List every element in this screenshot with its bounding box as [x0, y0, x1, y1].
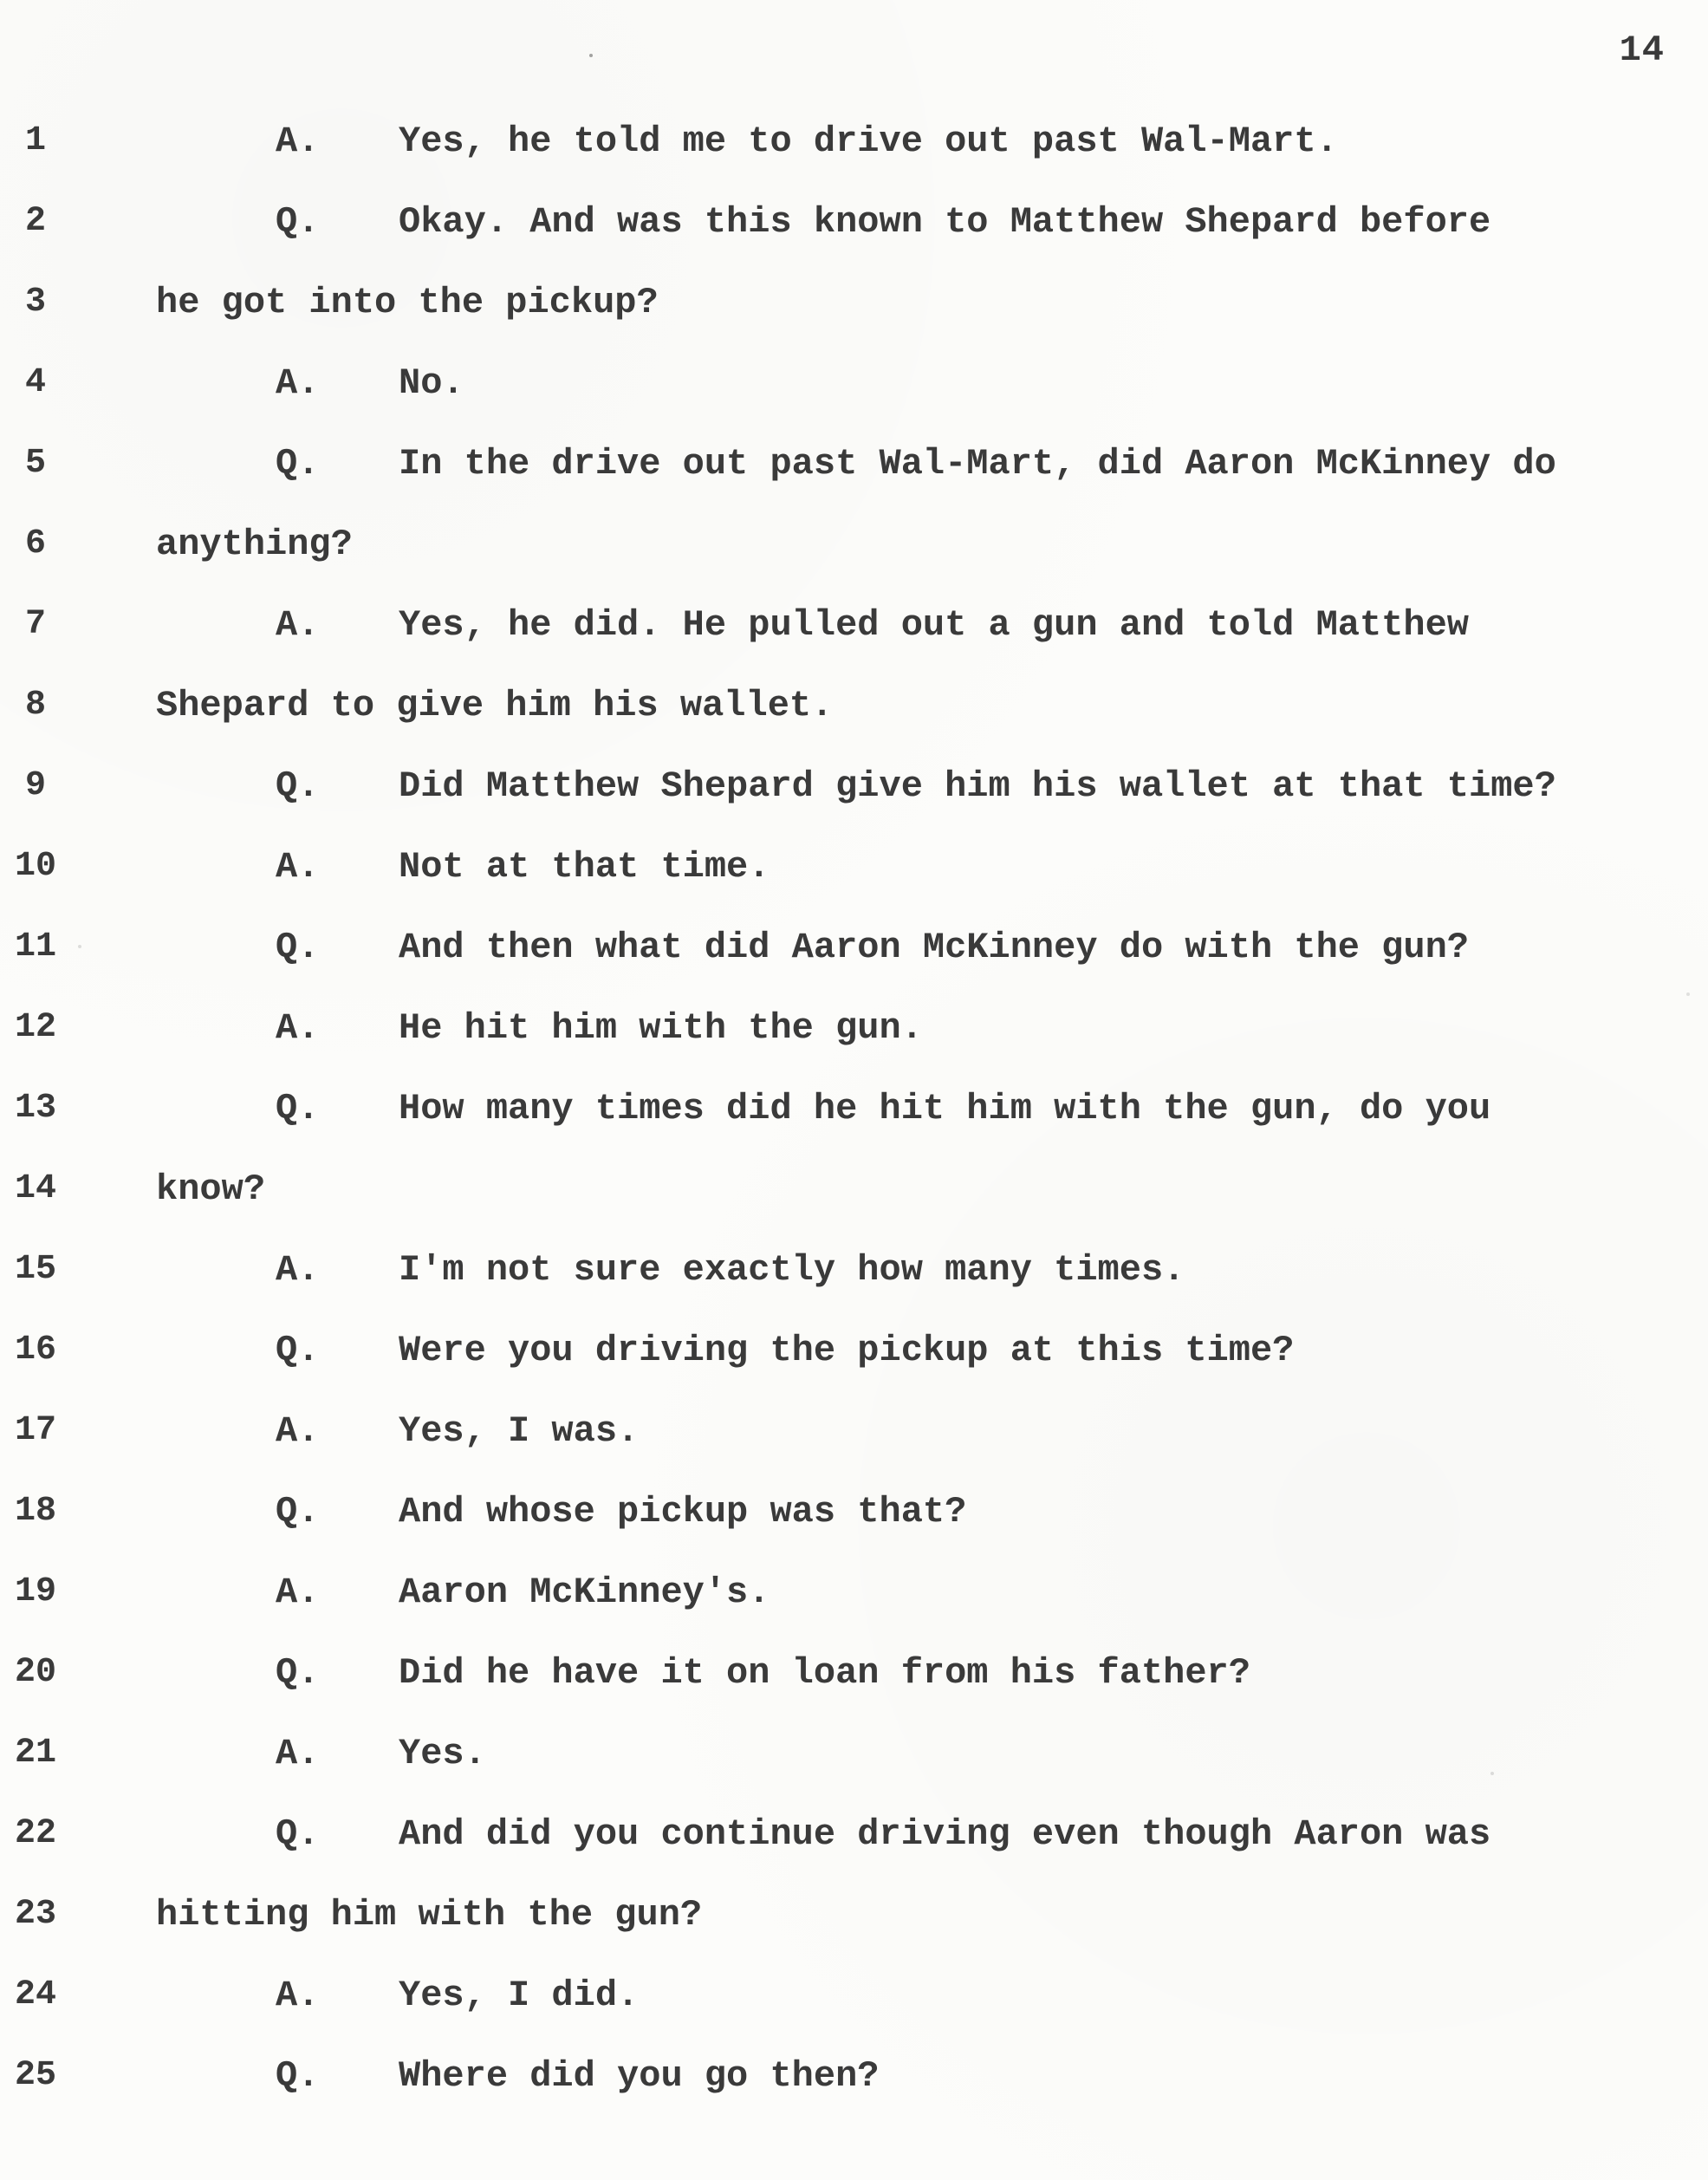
transcript-line — [0, 1565, 1708, 1620]
transcript-line — [0, 1403, 1708, 1459]
line-number: 19 — [14, 1572, 56, 1611]
line-text: Shepard to give him his wallet. — [156, 685, 834, 726]
transcript-line — [0, 1968, 1708, 2023]
line-text: Yes. — [399, 1733, 486, 1774]
transcript-line — [0, 517, 1708, 572]
line-number: 14 — [14, 1169, 56, 1208]
speaker-label: Q. — [276, 765, 320, 807]
line-number: 1 — [24, 121, 46, 160]
speaker-label: Q. — [276, 2055, 320, 2097]
line-number: 21 — [14, 1734, 56, 1773]
line-number: 5 — [24, 444, 46, 483]
transcript-line — [0, 436, 1708, 491]
transcript-line — [0, 758, 1708, 814]
transcript-line — [0, 920, 1708, 975]
transcript-line — [0, 2048, 1708, 2104]
transcript-line — [0, 1484, 1708, 1539]
line-text: Yes, he told me to drive out past Wal-Mart. — [399, 120, 1338, 162]
speaker-label: A. — [276, 1975, 320, 2016]
speaker-label: Q. — [276, 1330, 320, 1371]
line-number: 8 — [24, 686, 46, 725]
speaker-label: Q. — [276, 1813, 320, 1855]
speaker-label: A. — [276, 1410, 320, 1452]
line-text: anything? — [156, 524, 353, 565]
transcript-line — [0, 597, 1708, 653]
line-number: 18 — [14, 1492, 56, 1531]
line-number: 25 — [14, 2056, 56, 2095]
speaker-label: Q. — [276, 443, 320, 485]
line-text: He hit him with the gun. — [399, 1007, 923, 1049]
line-number: 7 — [24, 605, 46, 644]
transcript-line — [0, 1081, 1708, 1136]
line-number: 10 — [14, 847, 56, 886]
line-text: And whose pickup was that? — [399, 1491, 967, 1533]
page-number: 14 — [1619, 29, 1665, 71]
transcript-line — [0, 1162, 1708, 1217]
speaker-label: A. — [276, 120, 320, 162]
speaker-label: A. — [276, 1733, 320, 1774]
speaker-label: A. — [276, 362, 320, 404]
speaker-label: Q. — [276, 201, 320, 243]
transcript-line — [0, 1887, 1708, 1942]
line-text: And then what did Aaron McKinney do with the gun? — [399, 927, 1470, 968]
speaker-label: A. — [276, 1249, 320, 1291]
line-text: Yes, I was. — [399, 1410, 640, 1452]
line-number: 13 — [14, 1089, 56, 1128]
line-text: And did you continue driving even though Aaron was — [399, 1813, 1491, 1855]
line-text: Did he have it on loan from his father? — [399, 1652, 1250, 1694]
line-number: 9 — [24, 766, 46, 805]
line-text: In the drive out past Wal-Mart, did Aaron McKinney do — [399, 443, 1556, 485]
line-text: Yes, I did. — [399, 1975, 640, 2016]
line-text: Not at that time. — [399, 846, 770, 888]
transcript-line — [0, 839, 1708, 895]
transcript-line — [0, 1726, 1708, 1781]
line-text: Yes, he did. He pulled out a gun and told Matthew — [399, 604, 1470, 646]
line-number: 11 — [14, 927, 56, 966]
line-number: 22 — [14, 1814, 56, 1853]
scan-speck — [589, 54, 593, 57]
transcript-line — [0, 275, 1708, 330]
transcript-line — [0, 678, 1708, 733]
line-number: 23 — [14, 1895, 56, 1934]
line-number: 12 — [14, 1008, 56, 1047]
speaker-label: Q. — [276, 927, 320, 968]
line-number: 3 — [24, 283, 46, 322]
transcript-line — [0, 1242, 1708, 1298]
line-number: 16 — [14, 1331, 56, 1370]
line-text: know? — [156, 1168, 266, 1210]
speaker-label: A. — [276, 846, 320, 888]
line-number: 15 — [14, 1250, 56, 1289]
speaker-label: Q. — [276, 1088, 320, 1129]
transcript-line — [0, 194, 1708, 250]
speaker-label: A. — [276, 1572, 320, 1613]
line-text: I'm not sure exactly how many times. — [399, 1249, 1185, 1291]
line-text: Where did you go then? — [399, 2055, 880, 2097]
speaker-label: Q. — [276, 1491, 320, 1533]
speaker-label: A. — [276, 1007, 320, 1049]
line-text: Aaron McKinney's. — [399, 1572, 770, 1613]
transcript-line — [0, 1645, 1708, 1701]
transcript-line — [0, 1806, 1708, 1862]
line-text: Okay. And was this known to Matthew Shepard before — [399, 201, 1491, 243]
scan-speck — [1686, 992, 1690, 996]
line-text: Did Matthew Shepard give him his wallet at that time? — [399, 765, 1556, 807]
line-text: No. — [399, 362, 464, 404]
line-number: 6 — [24, 524, 46, 563]
line-number: 24 — [14, 1975, 56, 2014]
line-text: he got into the pickup? — [156, 282, 659, 323]
line-text: hitting him with the gun? — [156, 1894, 703, 1936]
transcript-line — [0, 1323, 1708, 1378]
line-text: Were you driving the pickup at this time? — [399, 1330, 1295, 1371]
line-number: 20 — [14, 1653, 56, 1692]
line-number: 17 — [14, 1411, 56, 1450]
speaker-label: Q. — [276, 1652, 320, 1694]
line-number: 4 — [24, 363, 46, 402]
transcript-line — [0, 1000, 1708, 1056]
transcript-line — [0, 114, 1708, 169]
speaker-label: A. — [276, 604, 320, 646]
transcript-line — [0, 355, 1708, 411]
line-text: How many times did he hit him with the gun, do you — [399, 1088, 1491, 1129]
line-number: 2 — [24, 202, 46, 241]
